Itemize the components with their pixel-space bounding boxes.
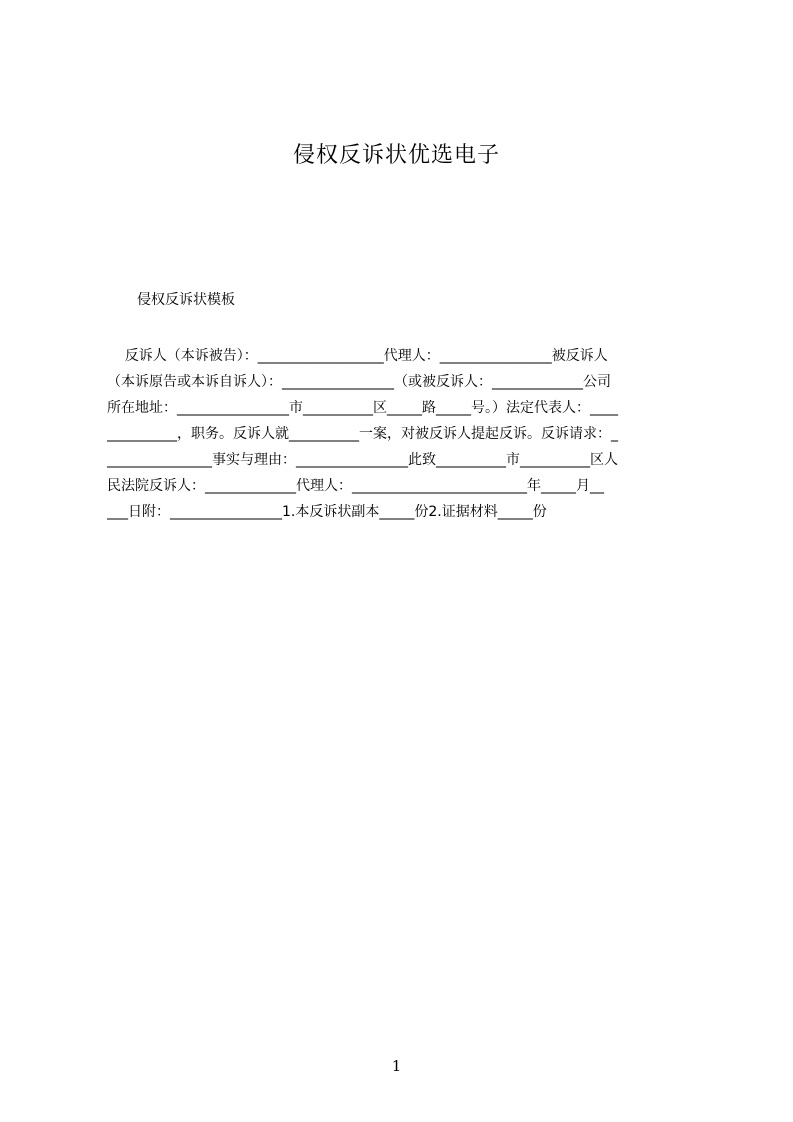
body-line: 所在地址：________________市__________区_____路_____号。）法定代表人：____ [107, 400, 618, 416]
body-line: ___日附：________________1.本反诉状副本_____份2.证据材料_____份 [107, 504, 547, 520]
body-line: __________，职务。反诉人就__________一案，对被反诉人提起反诉。反诉请求：_ [107, 426, 618, 442]
document-title: 侵权反诉状优选电子 [292, 143, 500, 168]
page-number: 1 [391, 1057, 402, 1075]
document-body [107, 343, 699, 525]
section-heading: 侵权反诉状模板 [137, 292, 235, 308]
body-line: 反诉人（本诉被告）：__________________代理人：________________被反诉人 [107, 348, 608, 364]
body-line: （本诉原告或本诉自诉人）：________________（或被反诉人：_____________公司 [107, 374, 611, 390]
body-line: 民法院反诉人：_____________代理人：_________________________年_____月__ [107, 478, 604, 494]
body-line: _______________事实与理由：________________此致__________市__________区人 [107, 452, 618, 468]
